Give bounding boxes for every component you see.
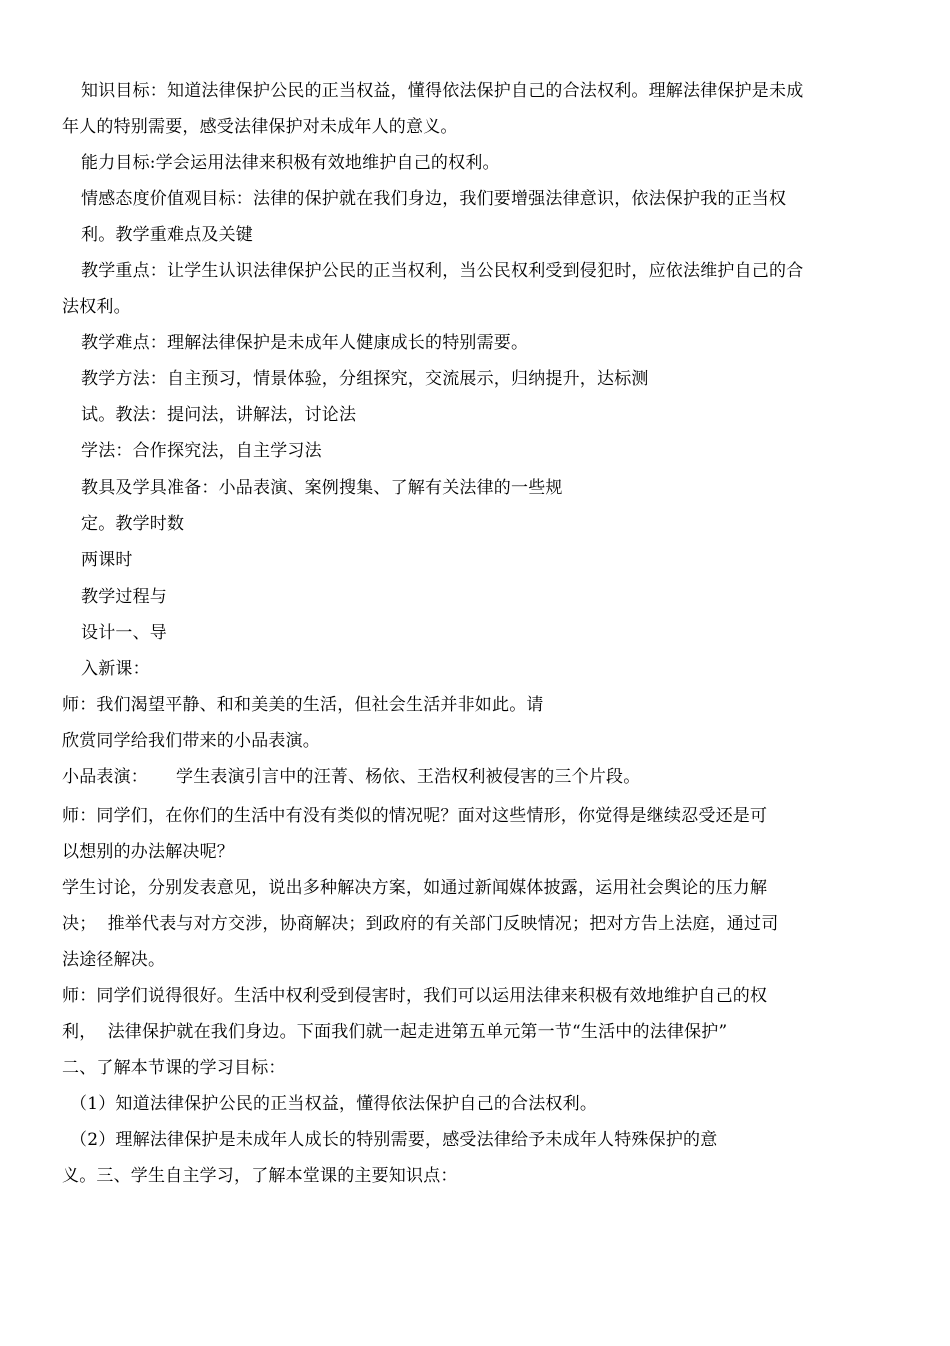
knowledge-goal-line-1: 知识目标：知道法律保护公民的正当权益，懂得依法保护自己的合法权利。理解法律保护是未成 bbox=[81, 81, 804, 101]
teacher-summary-line-1: 师：同学们说得很好。生活中权利受到侵害时，我们可以运用法律来积极有效地维护自己的权 bbox=[62, 986, 768, 1006]
knowledge-goal-line-2: 年人的特别需要，感受法律保护对未成年人的意义。 bbox=[62, 117, 458, 137]
key-point-line-2: 法权利。 bbox=[62, 297, 131, 317]
skit-line: 小品表演： 学生表演引言中的汪菁、杨依、王浩权利被侵害的三个片段。 bbox=[62, 767, 641, 787]
key-point-line-1: 教学重点：让学生认识法律保护公民的正当权利，当公民权利受到侵犯时，应依法维护自己的合 bbox=[81, 261, 804, 281]
teaching-aids-line-1: 教具及学具准备：小品表演、案例搜集、了解有关法律的一些规 bbox=[81, 478, 563, 498]
teaching-method-line-1: 教学方法：自主预习，情景体验，分组探究，交流展示，归纳提升，达标测 bbox=[81, 369, 649, 389]
emotion-goal-line-2: 利。教学重难点及关键 bbox=[81, 225, 253, 245]
student-discussion-line-1: 学生讨论，分别发表意见，说出多种解决方案，如通过新闻媒体披露，运用社会舆论的压力解 bbox=[62, 878, 768, 898]
teaching-aids-line-2: 定。教学时数 bbox=[81, 514, 185, 534]
teacher-question-line-1: 师：同学们，在你们的生活中有没有类似的情况呢？面对这些情形，你觉得是继续忍受还是可 bbox=[62, 806, 768, 826]
objective-item-2: （2）理解法律保护是未成年人成长的特别需要，感受法律给予未成年人特殊保护的意 bbox=[70, 1130, 718, 1150]
difficult-point-line: 教学难点：理解法律保护是未成年人健康成长的特别需要。 bbox=[81, 333, 529, 353]
emotion-goal-line-1: 情感态度价值观目标：法律的保护就在我们身边，我们要增强法律意识，依法保护我的正当权 bbox=[81, 189, 787, 209]
student-discussion-line-2: 决； 推举代表与对方交涉，协商解决；到政府的有关部门反映情况；把对方告上法庭，通过司 bbox=[62, 914, 779, 934]
ability-goal-line: 能力目标:学会运用法律来积极有效地维护自己的权利。 bbox=[81, 153, 500, 173]
section-three-heading: 义。三、学生自主学习，了解本堂课的主要知识点： bbox=[62, 1166, 458, 1186]
objective-item-1: （1）知道法律保护公民的正当权益，懂得依法保护自己的合法权利。 bbox=[70, 1094, 598, 1114]
teacher-question-line-2: 以想别的办法解决呢？ bbox=[62, 842, 234, 862]
class-hours-line: 两课时 bbox=[81, 550, 133, 570]
teaching-method-line-2: 试。教法：提问法，讲解法，讨论法 bbox=[81, 405, 357, 425]
process-heading-line-2: 设计一、导 bbox=[81, 623, 167, 643]
teacher-summary-line-2: 利， 法律保护就在我们身边。下面我们就一起走进第五单元第一节“生活中的法律保护” bbox=[62, 1022, 728, 1042]
process-heading-line-1: 教学过程与 bbox=[81, 587, 167, 607]
student-discussion-line-3: 法途径解决。 bbox=[62, 950, 166, 970]
teacher-intro-line-2: 欣赏同学给我们带来的小品表演。 bbox=[62, 731, 320, 751]
learning-method-line: 学法：合作探究法，自主学习法 bbox=[81, 441, 322, 461]
process-heading-line-3: 入新课： bbox=[81, 659, 150, 679]
teacher-intro-line-1: 师：我们渴望平静、和和美美的生活，但社会生活并非如此。请 bbox=[62, 695, 544, 715]
section-two-heading: 二、了解本节课的学习目标： bbox=[62, 1058, 286, 1078]
